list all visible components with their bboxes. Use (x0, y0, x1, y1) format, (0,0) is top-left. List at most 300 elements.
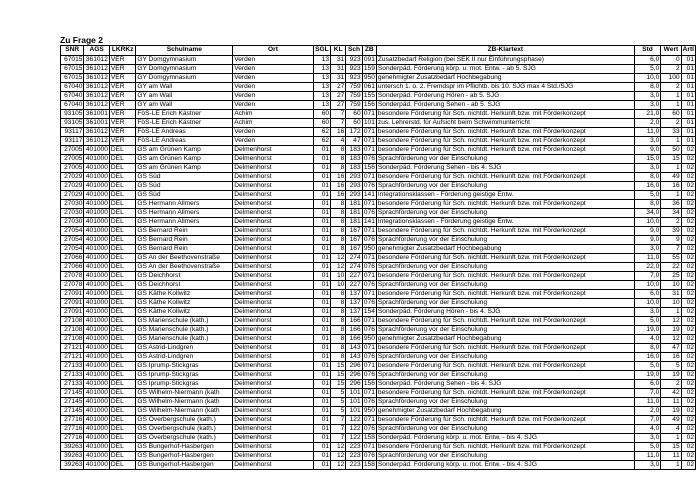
cell-schulname: GY Domgymnasium (136, 73, 233, 82)
cell-wert: 1 (661, 100, 681, 109)
cell-wert: 11 (661, 397, 681, 406)
cell-wert: 19 (661, 325, 681, 334)
cell-sgl: 01 (313, 154, 330, 163)
cell-sgl: 01 (313, 181, 330, 190)
cell-ags: 401000 (85, 415, 108, 423)
cell-kl: 12 (331, 253, 346, 262)
cell-artl: 02 (681, 181, 695, 190)
cell-kl: 15 (331, 379, 346, 388)
cell-std: 16,0 (634, 352, 661, 361)
cell-zb: 154 (363, 307, 375, 315)
cell-std: 10,0 (634, 280, 661, 289)
cell-sch: 101 (346, 397, 362, 406)
cell-kl: 27 (331, 82, 346, 91)
cell-kl: 8 (331, 298, 346, 307)
table-row (61, 325, 696, 334)
cell-std: 3,0 (634, 136, 661, 145)
cell-std: 3,0 (634, 460, 661, 469)
cell-sgl: 01 (313, 226, 330, 235)
cell-lkrkz: VER (109, 100, 136, 109)
cell-lkrkz: DEL (109, 424, 136, 433)
column-header-zb-klartext: ZB-Klartext (376, 46, 634, 56)
cell-ort: Delmenhorst (233, 217, 314, 226)
cell-lkrkz: DEL (109, 298, 136, 307)
cell-kl: 16 (331, 181, 346, 190)
cell-snr: 27078 (61, 271, 84, 280)
cell-zb-klartext: Sonderpäd. Förderung körp. u. mot. Entw. - bis 4. SJG (376, 433, 634, 442)
cell-artl: 02 (681, 388, 695, 397)
column-header-artl: Artl (682, 46, 694, 54)
cell-lkrkz: DEL (109, 370, 136, 379)
cell-schulname: GS An der Beethovenstraße (136, 262, 233, 271)
cell-snr: 27029 (61, 190, 84, 199)
cell-artl: 02 (681, 172, 695, 181)
cell-schulname: GY Domgymnasium (136, 55, 233, 64)
cell-lkrkz: VER (109, 73, 136, 82)
cell-wert: 100 (661, 73, 681, 82)
cell-snr: 67040 (61, 82, 84, 91)
cell-artl: 02 (681, 208, 695, 217)
cell-zb-klartext: Integrationsklassen - Förderung geistige Entw. (376, 190, 634, 199)
cell-std: 6,0 (634, 55, 661, 64)
cell-wert: 1 (661, 91, 681, 100)
cell-sch: 166 (346, 334, 362, 343)
cell-zb: 141 (363, 190, 375, 198)
cell-ort: Delmenhorst (233, 442, 314, 451)
cell-zb-klartext: besondere Förderung für Sch. nichtdt. Herkunft bzw. mit Förderkonzept (376, 388, 634, 397)
cell-wert: 4 (661, 424, 681, 433)
cell-schulname: GS Wilhelm-Niermann (kath (136, 397, 233, 406)
cell-std: 8,0 (634, 199, 661, 208)
cell-std: 16,0 (634, 181, 661, 190)
cell-zb: 076 (363, 325, 375, 333)
cell-std: 5,0 (634, 316, 661, 325)
cell-artl: 01 (681, 73, 695, 82)
cell-ags: 401000 (85, 388, 108, 396)
cell-schulname: GS Süd (136, 190, 233, 199)
cell-kl: 8 (331, 316, 346, 325)
cell-std: 34,0 (634, 208, 661, 217)
table-row (61, 163, 696, 172)
cell-kl: 8 (331, 307, 346, 316)
cell-sch: 296 (346, 379, 362, 388)
cell-wert: 1 (661, 307, 681, 316)
table-row (61, 73, 696, 82)
cell-lkrkz: VER (109, 109, 136, 118)
table-row (61, 334, 696, 343)
cell-wert: 16 (661, 181, 681, 190)
cell-sgl: 01 (313, 190, 330, 199)
cell-sch: 223 (346, 451, 362, 460)
cell-ort: Delmenhorst (233, 253, 314, 262)
cell-sch: 759 (346, 91, 362, 100)
cell-snr: 67015 (61, 55, 84, 64)
cell-sgl: 01 (313, 235, 330, 244)
cell-artl: 02 (681, 163, 695, 172)
cell-wert: 50 (661, 145, 681, 154)
cell-artl: 02 (681, 190, 695, 199)
cell-zb-klartext: besondere Förderung für Sch. nichtdt. Herkunft bzw. mit Förderkonzept (376, 343, 634, 352)
cell-snr: 27029 (61, 181, 84, 190)
cell-zb: 071 (363, 388, 375, 396)
cell-lkrkz: DEL (109, 388, 136, 397)
cell-sgl: 01 (313, 343, 330, 352)
cell-std: 21,0 (634, 109, 661, 118)
cell-zb: 156 (363, 100, 375, 108)
cell-snr: 27108 (61, 325, 84, 334)
cell-std: 11,0 (634, 253, 661, 262)
cell-snr: 27121 (61, 352, 84, 361)
cell-snr: 27121 (61, 343, 84, 352)
cell-artl: 01 (681, 55, 695, 64)
cell-lkrkz: DEL (109, 271, 136, 280)
cell-sch: 181 (346, 208, 362, 217)
column-header-sch: Sch (346, 46, 362, 56)
cell-ort: Delmenhorst (233, 334, 314, 343)
table-row (61, 91, 696, 100)
cell-zb-klartext: Integrationsklassen - Förderung geistige Entw. (376, 217, 634, 226)
cell-artl: 02 (681, 361, 695, 370)
cell-zb-klartext: genehmigter Zusatzbedarf Hochbegabung (376, 334, 634, 343)
cell-snr: 67040 (61, 100, 84, 109)
cell-sgl: 01 (313, 244, 330, 253)
cell-ags: 401000 (85, 334, 108, 342)
cell-kl: 8 (331, 352, 346, 361)
table-row (61, 307, 696, 316)
cell-sgl: 01 (313, 172, 330, 181)
cell-snr: 27066 (61, 253, 84, 262)
cell-artl: 01 (681, 136, 695, 145)
cell-schulname: GS Overbergschule (kath.) (136, 424, 233, 433)
cell-sch: 101 (346, 388, 362, 397)
cell-sgl: 13 (313, 100, 330, 109)
cell-lkrkz: DEL (109, 163, 136, 172)
cell-kl: 7 (331, 415, 346, 424)
cell-ort: Delmenhorst (233, 307, 314, 316)
cell-sgl: 60 (313, 118, 330, 127)
cell-sgl: 13 (313, 73, 330, 82)
cell-sgl: 01 (313, 406, 330, 415)
table-row (61, 109, 696, 118)
cell-zb-klartext: genehmigter Zusatzbedarf Hochbegabung (376, 244, 634, 253)
cell-ort: Achim (233, 118, 314, 127)
cell-sch: 296 (346, 361, 362, 370)
cell-ort: Verden (233, 73, 314, 82)
cell-zb: 071 (363, 109, 375, 117)
cell-wert: 2 (661, 118, 681, 127)
cell-wert: 31 (661, 289, 681, 298)
cell-wert: 1 (661, 136, 681, 145)
cell-zb-klartext: genehmigter Zusatzbedarf Hochbegabung (376, 73, 634, 82)
cell-kl: 7 (331, 109, 346, 118)
cell-schulname: GY Domgymnasium (136, 64, 233, 73)
cell-sgl: 01 (313, 217, 330, 226)
cell-schulname: GS Bungerhof-Hasbergen (136, 460, 233, 469)
cell-sgl: 01 (313, 298, 330, 307)
cell-lkrkz: DEL (109, 217, 136, 226)
cell-ort: Delmenhorst (233, 343, 314, 352)
cell-snr: 27145 (61, 397, 84, 406)
cell-ort: Delmenhorst (233, 145, 314, 154)
cell-ags: 401000 (85, 199, 108, 207)
cell-snr: 27030 (61, 217, 84, 226)
cell-sgl: 01 (313, 289, 330, 298)
cell-ags: 401000 (85, 406, 108, 414)
cell-zb-klartext: besondere Förderung für Sch. nichtdt. Herkunft bzw. mit Förderkonzept (376, 289, 634, 298)
cell-std: 2,0 (634, 118, 661, 127)
cell-zb: 076 (363, 154, 375, 162)
cell-kl: 8 (331, 226, 346, 235)
table-row (61, 316, 696, 325)
cell-sgl: 01 (313, 280, 330, 289)
cell-wert: 47 (661, 343, 681, 352)
cell-sch: 172 (346, 127, 362, 136)
cell-sgl: 01 (313, 379, 330, 388)
cell-snr: 27005 (61, 154, 84, 163)
table-row (61, 262, 696, 271)
cell-zb-klartext: Sprachförderung vor der Einschulung (376, 397, 634, 406)
cell-sch: 167 (346, 235, 362, 244)
cell-ags: 401000 (85, 370, 108, 378)
cell-std: 9,0 (634, 226, 661, 235)
cell-std: 15,0 (634, 154, 661, 163)
cell-sch: 274 (346, 262, 362, 271)
cell-schulname: GS Wilhelm-Niermann (kath (136, 388, 233, 397)
cell-ort: Delmenhorst (233, 433, 314, 442)
cell-ags: 361001 (85, 118, 108, 126)
cell-wert: 5 (661, 361, 681, 370)
cell-kl: 8 (331, 208, 346, 217)
cell-kl: 5 (331, 406, 346, 415)
cell-artl: 02 (681, 298, 695, 307)
cell-kl: 27 (331, 91, 346, 100)
cell-sgl: 01 (313, 415, 330, 424)
cell-ags: 401000 (85, 217, 108, 225)
cell-sch: 183 (346, 145, 362, 154)
cell-std: 8,0 (634, 172, 661, 181)
cell-lkrkz: DEL (109, 460, 136, 469)
cell-snr: 27133 (61, 379, 84, 388)
cell-ags: 401000 (85, 208, 108, 216)
cell-zb-klartext: besondere Förderung für Sch. nichtdt. Herkunft bzw. mit Förderkonzept (376, 415, 634, 424)
cell-kl: 12 (331, 451, 346, 460)
cell-sgl: 01 (313, 262, 330, 271)
table-row (61, 181, 696, 190)
cell-zb-klartext: Sprachförderung vor der Einschulung (376, 262, 634, 271)
cell-wert: 19 (661, 406, 681, 415)
cell-sgl: 01 (313, 145, 330, 154)
cell-zb: 071 (363, 271, 375, 279)
cell-lkrkz: DEL (109, 316, 136, 325)
cell-sgl: 01 (313, 442, 330, 451)
cell-wert: 1 (661, 190, 681, 199)
cell-zb-klartext: Sprachförderung vor der Einschulung (376, 154, 634, 163)
cell-snr: 27066 (61, 262, 84, 271)
cell-zb-klartext: besondere Förderung für Sch. nichtdt. Herkunft bzw. mit Förderkonzept (376, 145, 634, 154)
cell-ags: 401000 (85, 343, 108, 351)
cell-snr: 93105 (61, 118, 84, 127)
cell-zb-klartext: Sprachförderung vor der Einschulung (376, 181, 634, 190)
cell-sch: 47 (346, 136, 362, 145)
cell-ort: Delmenhorst (233, 172, 314, 181)
data-table (60, 45, 696, 470)
table-row (61, 406, 696, 415)
cell-ags: 361012 (85, 82, 108, 90)
table-row (61, 235, 696, 244)
cell-snr: 27716 (61, 433, 84, 442)
cell-ags: 401000 (85, 172, 108, 180)
table-row (61, 379, 696, 388)
cell-lkrkz: DEL (109, 343, 136, 352)
cell-ort: Delmenhorst (233, 190, 314, 199)
table-row (61, 298, 696, 307)
cell-zb-klartext: Sprachförderung vor der Einschulung (376, 208, 634, 217)
table-row (61, 199, 696, 208)
table-row (61, 253, 696, 262)
cell-zb-klartext: Sprachförderung vor der Einschulung (376, 235, 634, 244)
cell-artl: 02 (681, 370, 695, 379)
cell-lkrkz: DEL (109, 352, 136, 361)
cell-ort: Delmenhorst (233, 406, 314, 415)
cell-sgl: 01 (313, 388, 330, 397)
cell-std: 3,0 (634, 307, 661, 316)
cell-ags: 361001 (85, 109, 108, 117)
cell-zb: 076 (363, 235, 375, 243)
cell-ags: 401000 (85, 289, 108, 297)
cell-ort: Delmenhorst (233, 325, 314, 334)
cell-sgl: 01 (313, 208, 330, 217)
cell-kl: 8 (331, 325, 346, 334)
cell-wert: 1 (661, 460, 681, 469)
cell-schulname: GS Astrid-Lindgren (136, 343, 233, 352)
cell-zb: 076 (363, 181, 375, 189)
table-row (61, 397, 696, 406)
cell-artl: 01 (681, 127, 695, 136)
cell-sgl: 62 (313, 136, 330, 145)
cell-kl: 4 (331, 136, 346, 145)
cell-wert: 15 (661, 154, 681, 163)
cell-sgl: 13 (313, 91, 330, 100)
cell-lkrkz: DEL (109, 397, 136, 406)
cell-ags: 401000 (85, 325, 108, 333)
cell-lkrkz: VER (109, 118, 136, 127)
cell-kl: 7 (331, 424, 346, 433)
cell-lkrkz: VER (109, 64, 136, 73)
cell-wert: 16 (661, 352, 681, 361)
cell-std: 8,0 (634, 343, 661, 352)
cell-kl: 7 (331, 118, 346, 127)
cell-lkrkz: DEL (109, 190, 136, 199)
cell-snr: 27091 (61, 307, 84, 316)
column-header-ags: AGS (84, 46, 109, 56)
cell-ags: 401000 (85, 424, 108, 432)
cell-artl: 02 (681, 442, 695, 451)
cell-std: 8,0 (634, 82, 661, 91)
cell-schulname: GS Marienschule (kath.) (136, 334, 233, 343)
cell-sgl: 01 (313, 397, 330, 406)
cell-sch: 759 (346, 100, 362, 109)
cell-artl: 02 (681, 334, 695, 343)
cell-wert: 19 (661, 370, 681, 379)
cell-snr: 67040 (61, 91, 84, 100)
column-header-schulname: Schulname (136, 46, 233, 56)
cell-zb: 155 (363, 91, 375, 99)
cell-zb-klartext: besondere Förderung für Sch. nichtdt. Herkunft bzw. mit Förderkonzept (376, 442, 634, 451)
cell-artl: 02 (681, 235, 695, 244)
cell-ort: Delmenhorst (233, 235, 314, 244)
cell-kl: 8 (331, 199, 346, 208)
cell-artl: 01 (681, 118, 695, 127)
cell-ort: Delmenhorst (233, 379, 314, 388)
cell-schulname: GS Overbergschule (kath.) (136, 415, 233, 424)
cell-artl: 02 (681, 316, 695, 325)
cell-kl: 8 (331, 154, 346, 163)
cell-ags: 401000 (85, 361, 108, 369)
cell-wert: 25 (661, 271, 681, 280)
column-header-wert: Wert (661, 46, 681, 56)
table-row (61, 361, 696, 370)
cell-snr: 27145 (61, 406, 84, 415)
cell-zb: 071 (363, 343, 375, 351)
cell-lkrkz: DEL (109, 442, 136, 451)
cell-lkrkz: DEL (109, 253, 136, 262)
cell-sgl: 62 (313, 127, 330, 136)
cell-snr: 27108 (61, 334, 84, 343)
cell-artl: 02 (681, 460, 695, 469)
cell-lkrkz: DEL (109, 289, 136, 298)
cell-zb: 076 (363, 397, 375, 405)
cell-kl: 8 (331, 343, 346, 352)
table-row (61, 451, 696, 460)
cell-artl: 01 (681, 64, 695, 73)
cell-sgl: 01 (313, 253, 330, 262)
cell-snr: 39263 (61, 451, 84, 460)
cell-ort: Delmenhorst (233, 244, 314, 253)
table-row (61, 415, 696, 424)
cell-sch: 167 (346, 226, 362, 235)
cell-zb: 156 (363, 163, 375, 171)
cell-zb: 071 (363, 253, 375, 261)
cell-ort: Delmenhorst (233, 361, 314, 370)
cell-ags: 361012 (85, 91, 108, 99)
cell-wert: 10 (661, 298, 681, 307)
cell-sgl: 13 (313, 64, 330, 73)
cell-schulname: GS am Grünen Kamp (136, 154, 233, 163)
cell-ort: Delmenhorst (233, 388, 314, 397)
cell-ags: 401000 (85, 244, 108, 252)
cell-ags: 401000 (85, 352, 108, 360)
cell-artl: 02 (681, 397, 695, 406)
cell-lkrkz: DEL (109, 235, 136, 244)
cell-lkrkz: DEL (109, 199, 136, 208)
cell-ags: 401000 (85, 307, 108, 315)
cell-ags: 401000 (85, 190, 108, 198)
cell-artl: 02 (681, 424, 695, 433)
cell-artl: 02 (681, 406, 695, 415)
cell-ags: 361012 (85, 55, 108, 63)
table-row (61, 460, 696, 469)
cell-zb-klartext: Sonderpäd. Förderung Sehen - bis 4. SJG (376, 379, 634, 388)
cell-sgl: 01 (313, 271, 330, 280)
cell-sgl: 01 (313, 361, 330, 370)
cell-sgl: 01 (313, 307, 330, 316)
table-row (61, 442, 696, 451)
cell-snr: 39263 (61, 460, 84, 469)
cell-artl: 02 (681, 199, 695, 208)
cell-snr: 39263 (61, 442, 84, 451)
cell-zb-klartext: Sprachförderung vor der Einschulung (376, 424, 634, 433)
table-row (61, 226, 696, 235)
